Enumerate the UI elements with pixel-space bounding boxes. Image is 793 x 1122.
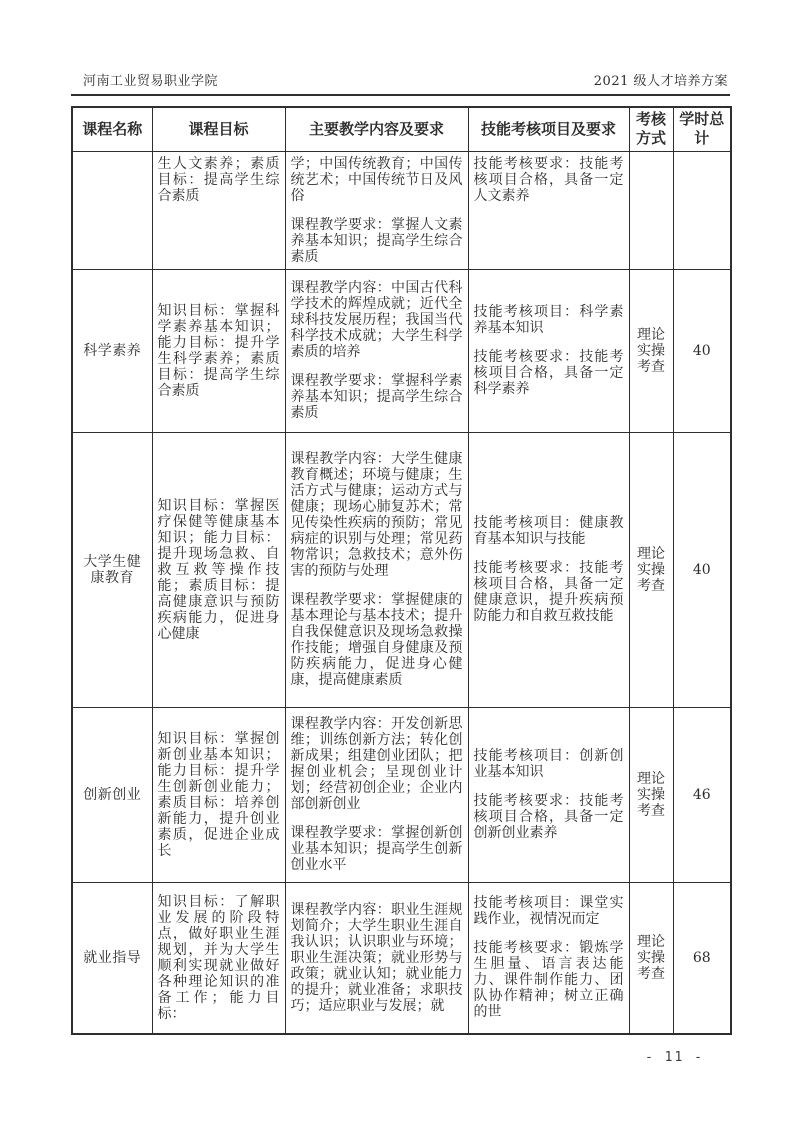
content-paragraph: 课程教学要求：掌握健康的基本理论与基本技术；提升自我保健意识及现场急救操作技能；增强自身健康及预防疾病能力，促进身心健康，提高健康素质 xyxy=(290,592,463,688)
course-objectives-cell xyxy=(152,882,285,1034)
content-paragraph: 课程教学内容：开发创新思维；训练创新方法；转化创新成果；组建创业团队；把握创业机会；呈现创业计划；经营初创企业；企业内部创新创业 xyxy=(290,716,463,812)
table-row xyxy=(72,882,731,1034)
method-text: 理论实操考查 xyxy=(637,770,665,819)
hours-value: 40 xyxy=(692,342,711,359)
assessment-paragraph: 技能考核要求：技能考核项目合格，具备一定科学素养 xyxy=(473,349,624,397)
course-name-cell xyxy=(72,707,152,882)
teaching-content-cell xyxy=(285,882,468,1034)
objectives-text: 生人文素养；素质目标：提高学生综合素质 xyxy=(157,155,280,204)
table-row xyxy=(72,269,731,432)
course-name: 大学生健康教育 xyxy=(83,553,142,586)
assessment-paragraph: 技能考核项目：课堂实践作业，视情况而定 xyxy=(473,895,624,928)
content-paragraph: 课程教学内容：中国古代科学技术的辉煌成就；近代全球科技发展历程；我国当代科学技术成就；大学生科学素质的培养 xyxy=(290,280,463,360)
objectives-text: 知识目标：掌握医疗保健等健康基本知识；能力目标：提升现场急救、自救互救等操作技能；素质目标：提高健康意识与预防疾病能力，促进身心健康 xyxy=(157,497,280,642)
total-hours-cell xyxy=(673,882,731,1034)
col-header-total-hours: 学时总计 xyxy=(673,107,731,151)
assessment-method-cell xyxy=(629,432,673,707)
content-paragraph: 学；中国传统教育；中国传统艺术；中国传统节日及风俗 xyxy=(290,155,463,204)
content-paragraph: 课程教学要求：掌握科学素养基本知识；提高学生综合素质 xyxy=(290,373,463,421)
col-header-teaching-content: 主要教学内容及要求 xyxy=(285,107,468,151)
col-header-assessment-method: 考核方式 xyxy=(629,107,673,151)
col-header-course-name: 课程名称 xyxy=(72,107,152,151)
assessment-paragraph: 技能考核项目：科学素养基本知识 xyxy=(473,304,624,336)
assessment-paragraph: 技能考核要求：技能考核项目合格，具备一定创新创业素养 xyxy=(473,793,624,841)
program-title: 2021 级人才培养方案 xyxy=(593,74,728,89)
objectives-text: 知识目标：了解职业发展的阶段特点，做好职业生涯规划，并为大学生顺利实现就业做好各种理论知识的准备工作；能力目标： xyxy=(157,893,280,1022)
course-objectives-cell xyxy=(152,707,285,882)
skill-assessment-cell xyxy=(468,882,629,1034)
course-table xyxy=(71,106,732,1035)
course-objectives-cell xyxy=(152,151,285,269)
assessment-paragraph: 技能考核要求：技能考核项目合格，具备一定健康意识，提升疾病预防能力和自救互救技能 xyxy=(473,560,624,624)
course-name-cell xyxy=(72,432,152,707)
teaching-content-cell xyxy=(285,151,468,269)
col-header-course-objectives: 课程目标 xyxy=(152,107,285,151)
table-row xyxy=(72,707,731,882)
skill-assessment-cell xyxy=(468,269,629,432)
assessment-method-cell xyxy=(629,269,673,432)
course-name: 创新创业 xyxy=(83,786,142,803)
method-text: 理论实操考查 xyxy=(637,545,665,594)
content-paragraph: 课程教学内容：大学生健康教育概述；环境与健康；生活方式与健康；运动方式与健康；现场心肺复苏术；常见传染性疾病的预防；常见病症的识别与处理；常见药物常识；急救技术；意外伤害的预防与处理 xyxy=(290,451,463,579)
total-hours-cell xyxy=(673,707,731,882)
objectives-text: 知识目标：掌握科学素养基本知识；能力目标：提升学生科学素养；素质目标：提高学生综合素质 xyxy=(157,302,280,399)
course-name-cell xyxy=(72,151,152,269)
school-name: 河南工业贸易职业学院 xyxy=(83,74,219,89)
total-hours-cell xyxy=(673,432,731,707)
course-objectives-cell xyxy=(152,432,285,707)
col-header-skill-assessment: 技能考核项目及要求 xyxy=(468,107,629,151)
hours-value: 46 xyxy=(692,786,711,803)
method-text: 理论实操考查 xyxy=(637,326,665,375)
table-row xyxy=(72,151,731,269)
assessment-paragraph: 技能考核项目：创新创业基本知识 xyxy=(473,748,624,780)
objectives-text: 知识目标：掌握创新创业基本知识；能力目标：提升学生创新创业能力；素质目标：培养创新能力，提升创业素质，促进企业成长 xyxy=(157,730,280,859)
table-header-row xyxy=(72,107,731,151)
content-paragraph: 课程教学要求：掌握人文素养基本知识；提高学生综合素质 xyxy=(290,216,463,265)
assessment-paragraph: 技能考核要求：锻炼学生胆量、语言表达能力、课件制作能力、团队协作精神；树立正确的世 xyxy=(473,940,624,1021)
assessment-method-cell xyxy=(629,151,673,269)
skill-assessment-cell xyxy=(468,432,629,707)
content-paragraph: 课程教学要求：掌握创新创业基本知识；提高学生创新创业水平 xyxy=(290,825,463,873)
page-header xyxy=(71,70,730,96)
course-name: 科学素养 xyxy=(83,342,142,359)
total-hours-cell xyxy=(673,151,731,269)
skill-assessment-cell xyxy=(468,707,629,882)
skill-assessment-cell xyxy=(468,151,629,269)
teaching-content-cell xyxy=(285,269,468,432)
page-content xyxy=(71,70,730,1065)
assessment-method-cell xyxy=(629,707,673,882)
hours-value: 68 xyxy=(692,949,711,966)
table-row xyxy=(72,432,731,707)
total-hours-cell xyxy=(673,269,731,432)
course-name-cell xyxy=(72,882,152,1034)
assessment-paragraph: 技能考核要求：技能考核项目合格，具备一定人文素养 xyxy=(473,155,624,204)
hours-value: 40 xyxy=(692,561,711,578)
method-text: 理论实操考查 xyxy=(637,933,665,982)
teaching-content-cell xyxy=(285,432,468,707)
course-objectives-cell xyxy=(152,269,285,432)
assessment-method-cell xyxy=(629,882,673,1034)
page-number: - 11 - xyxy=(645,1050,704,1065)
course-name-cell xyxy=(72,269,152,432)
course-name: 就业指导 xyxy=(83,949,142,966)
assessment-paragraph: 技能考核项目：健康教育基本知识与技能 xyxy=(473,515,624,547)
content-paragraph: 课程教学内容：职业生涯规划简介；大学生职业生涯自我认识；认识职业与环境；职业生涯决策；就业形势与政策；就业认知；就业能力的提升；就业准备；求职技巧；适应职业与发展；就 xyxy=(290,901,463,1014)
teaching-content-cell xyxy=(285,707,468,882)
